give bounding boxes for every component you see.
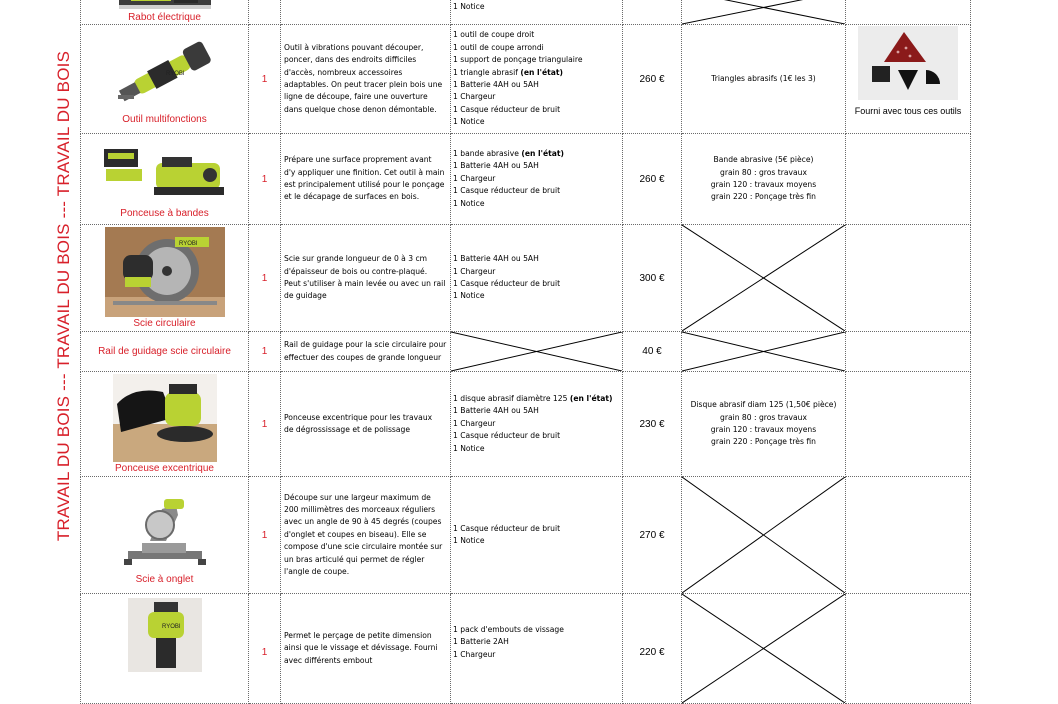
content-line: 1 Chargeur	[453, 266, 496, 276]
qty-cell: 1	[249, 594, 281, 704]
tool-cell	[81, 477, 249, 594]
content-line: 1 Chargeur	[453, 173, 496, 183]
svg-text:RYOBI: RYOBI	[165, 70, 185, 77]
content-line: 1 triangle abrasif (en l'état)	[453, 67, 563, 77]
description-cell: Scie sur grande longueur de 0 à 3 cm d'épaisseur de bois ou contre-plaqué. Peut s'utiliser à main levée ou avec un rail de guidage	[281, 225, 451, 332]
price-cell: 270 €	[623, 477, 682, 594]
content-line: 1 support de ponçage triangulaire	[453, 55, 583, 65]
contents-cell	[451, 477, 623, 594]
price-cell: 260 €	[623, 134, 682, 225]
tool-cell	[81, 25, 249, 134]
consumables-crossed-cell	[682, 0, 846, 25]
price-cell: 40 €	[623, 332, 682, 372]
extra-cell	[846, 134, 971, 225]
tool-name: Ponceuse excentrique	[115, 462, 214, 474]
consumables-crossed-cell	[682, 225, 846, 332]
content-line: 1 disque abrasif diamètre 125 (en l'état)	[453, 393, 613, 403]
contents-cell	[451, 0, 623, 25]
qty-cell: 1	[249, 134, 281, 225]
content-line: 1 Casque réducteur de bruit	[453, 523, 561, 533]
shared-accessories-caption: Fourni avec tous ces outils	[854, 106, 962, 116]
description-cell: Ponceuse excentrique pour les travaux de dégrossissage et de polissage	[281, 372, 451, 477]
content-line: 1 Batterie 4AH ou 5AH	[453, 254, 539, 264]
extra-cell	[846, 225, 971, 332]
description-cell	[281, 0, 451, 25]
tool-cell	[81, 594, 249, 704]
extra-cell	[846, 332, 971, 372]
price-cell	[623, 0, 682, 25]
tool-cell	[81, 0, 249, 25]
consumables-crossed-cell	[682, 477, 846, 594]
extra-cell	[846, 0, 971, 25]
description-cell: Découpe sur une largeur maximum de 200 millimètres des morceaux réguliers avec un angle de 90 à 45 degrés (coupes d'onglet et coupes en biseau). Elle se compose d'une scie circulaire montée sur un bras articulé qui permet de régler l'angle de coupe.	[281, 477, 451, 594]
table-row	[81, 477, 971, 594]
contents-cell	[451, 25, 623, 134]
electric-planer-photo	[119, 0, 211, 11]
content-line: 1 Casque réducteur de bruit	[453, 186, 561, 196]
description-cell: Permet le perçage de petite dimension ainsi que le vissage et dévissage. Fourni avec différents embout	[281, 594, 451, 704]
qty-cell: 1	[249, 477, 281, 594]
price-cell: 260 €	[623, 25, 682, 134]
consumables-cell: Bande abrasive (5€ pièce) grain 80 : gros travaux grain 120 : travaux moyens grain 220 : Ponçage très fin	[682, 134, 846, 225]
extra-cell	[846, 594, 971, 704]
qty-cell	[249, 0, 281, 25]
content-line: 1 Notice	[453, 443, 485, 453]
content-line: 1 outil de coupe droit	[453, 30, 535, 40]
tool-cell	[81, 332, 249, 372]
contents-cell	[451, 225, 623, 332]
extra-cell	[846, 477, 971, 594]
content-line: 1 pack d'embouts de vissage	[453, 625, 564, 634]
table-row	[81, 0, 971, 25]
qty-cell: 1	[249, 372, 281, 477]
consumables-crossed-cell	[682, 332, 846, 372]
consumables-cell: Triangles abrasifs (1€ les 3)	[682, 25, 846, 134]
table-row	[81, 225, 971, 332]
table-row	[81, 25, 971, 134]
table-row	[81, 594, 971, 704]
tool-name: Ponceuse à bandes	[120, 207, 209, 219]
content-line: 1 Chargeur	[453, 92, 496, 102]
circular-saw-photo	[105, 227, 225, 317]
consumables-cell: Disque abrasif diam 125 (1,50€ pièce) grain 80 : gros travaux grain 120 : travaux moyens grain 220 : Ponçage très fin	[682, 372, 846, 477]
content-line: 1 Notice	[453, 291, 485, 301]
contents-cell	[451, 372, 623, 477]
description-cell: Outil à vibrations pouvant découper, poncer, dans des endroits difficiles d'accès, nombreux accessoires adaptables. On peut tracer plein bois une ligne de découpe, faire une ouverture dans quelque chose denon démontable.	[281, 25, 451, 134]
svg-text:RYOBI: RYOBI	[161, 624, 181, 630]
tool-name: Rail de guidage scie circulaire	[98, 346, 231, 357]
tool-inventory-table	[80, 0, 971, 704]
contents-crossed-cell	[451, 332, 623, 372]
content-line: 1 Casque réducteur de bruit	[453, 431, 561, 441]
shared-accessories-cell	[846, 25, 971, 134]
description-cell: Rail de guidage pour la scie circulaire pour effectuer des coupes de grande longueur	[281, 332, 451, 372]
content-line: 1 Batterie 2AH	[453, 637, 509, 647]
qty-cell: 1	[249, 25, 281, 134]
belt-sander-photo	[100, 139, 230, 207]
price-cell: 300 €	[623, 225, 682, 332]
table-row	[81, 372, 971, 477]
content-line: 1 Notice	[453, 536, 485, 545]
svg-text:RYOBI: RYOBI	[178, 240, 198, 247]
category-label: TRAVAIL DU BOIS --- TRAVAIL DU BOIS --- TRAVAIL DU BOIS	[54, 50, 73, 542]
content-line: 1 bande abrasive (en l'état)	[453, 148, 564, 158]
content-line: 1 outil de coupe arrondi	[453, 42, 544, 52]
table-row	[81, 332, 971, 372]
drill-driver-photo	[128, 598, 202, 672]
content-line: 1 Casque réducteur de bruit	[453, 279, 561, 288]
price-cell: 230 €	[623, 372, 682, 477]
content-line: 1 Batterie 4AH ou 5AH	[453, 161, 539, 171]
description-cell: Prépare une surface proprement avant d'y appliquer une finition. Cet outil à main est principalement utilisé pour le ponçage et le décapage de surfaces en bois.	[281, 134, 451, 225]
contents-cell	[451, 594, 623, 704]
content-line: 1 Notice	[453, 198, 485, 208]
content-line: 1 Batterie 4AH ou 5AH	[453, 406, 539, 416]
consumables-crossed-cell	[682, 594, 846, 704]
content-line: 1 Chargeur	[453, 649, 496, 659]
tool-name: Scie à onglet	[135, 573, 194, 585]
tool-cell	[81, 134, 249, 225]
blade-set-photo	[858, 26, 958, 100]
tool-name: Rabot électrique	[128, 12, 201, 23]
content-line: 1 Casque réducteur de bruit	[453, 104, 561, 114]
multitool-photo	[110, 33, 220, 113]
content-line: 1 Batterie 4AH ou 5AH	[453, 80, 539, 89]
qty-cell: 1	[249, 225, 281, 332]
qty-cell: 1	[249, 332, 281, 372]
table-row	[81, 134, 971, 225]
tool-cell	[81, 225, 249, 332]
contents-cell	[451, 134, 623, 225]
miter-saw-photo	[120, 485, 210, 573]
content-line: 1 Notice	[453, 117, 485, 127]
content-line: 1 Chargeur	[453, 418, 496, 428]
content-line: 1 Notice	[453, 2, 485, 12]
tool-cell	[81, 372, 249, 477]
tool-name: Outil multifonctions	[122, 113, 207, 125]
price-cell: 220 €	[623, 594, 682, 704]
extra-cell	[846, 372, 971, 477]
orbital-sander-photo	[113, 374, 217, 462]
tool-name: Scie circulaire	[133, 317, 196, 329]
